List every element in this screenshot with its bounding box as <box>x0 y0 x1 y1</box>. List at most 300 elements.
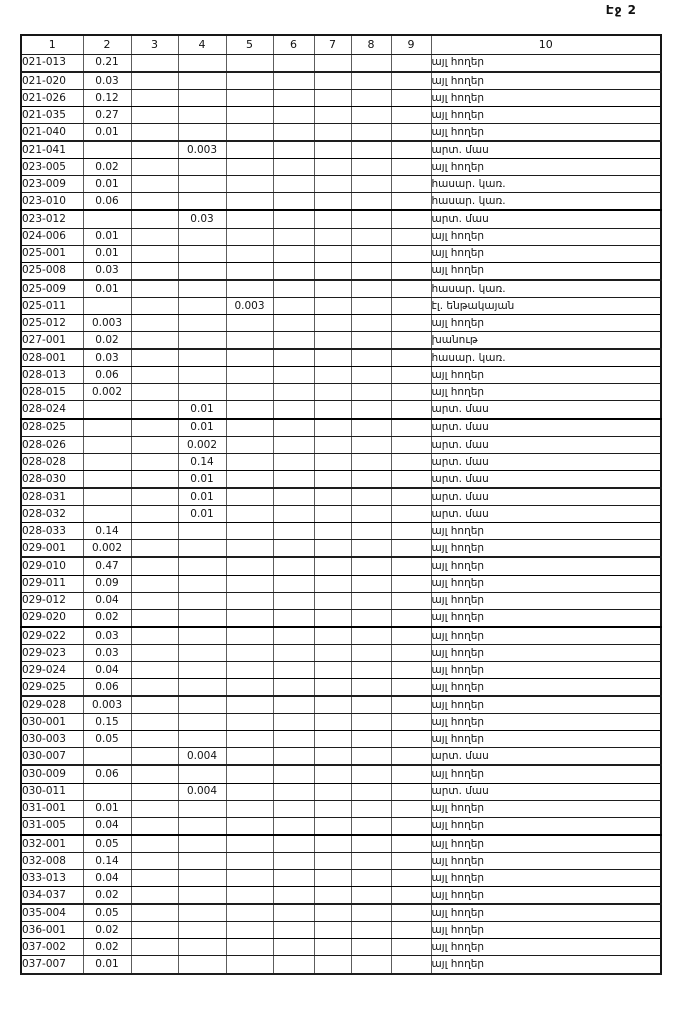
value-cell-col5 <box>226 384 273 401</box>
value-cell-col8 <box>351 193 391 211</box>
table-row <box>21 696 661 714</box>
land-type-cell: այլ հողեր <box>431 609 661 627</box>
parcel-code-cell: 029-023 <box>21 644 83 661</box>
value-cell-col8 <box>351 384 391 401</box>
value-cell-col9 <box>391 298 431 315</box>
value-cell-col3 <box>131 245 178 262</box>
table-row <box>21 800 661 817</box>
value-cell-col3 <box>131 332 178 350</box>
value-cell-col3 <box>131 384 178 401</box>
value-cell-col8 <box>351 661 391 678</box>
parcel-code-cell: 028-001 <box>21 349 83 367</box>
value-cell-col5 <box>226 609 273 627</box>
parcel-code-cell: 032-008 <box>21 853 83 870</box>
land-type-cell: այլ հողեր <box>431 678 661 696</box>
value-cell-col4 <box>178 54 226 72</box>
value-cell-col6 <box>273 315 314 332</box>
parcel-code-cell: 031-005 <box>21 817 83 835</box>
land-type-cell: այլ հողեր <box>431 123 661 141</box>
value-cell-col6 <box>273 523 314 540</box>
value-cell-col7 <box>314 870 351 887</box>
value-cell-col9 <box>391 401 431 419</box>
table-row <box>21 332 661 350</box>
value-cell-col6 <box>273 557 314 575</box>
land-type-cell: արտ. մաս <box>431 436 661 453</box>
value-cell-col3 <box>131 349 178 367</box>
value-cell-col2: 0.06 <box>83 193 131 211</box>
value-cell-col4: 0.004 <box>178 783 226 800</box>
value-cell-col8 <box>351 853 391 870</box>
value-cell-col8 <box>351 298 391 315</box>
value-cell-col4 <box>178 609 226 627</box>
value-cell-col5 <box>226 72 273 90</box>
value-cell-col5 <box>226 870 273 887</box>
parcel-code-cell: 027-001 <box>21 332 83 350</box>
value-cell-col7 <box>314 54 351 72</box>
value-cell-col5 <box>226 661 273 678</box>
value-cell-col6 <box>273 609 314 627</box>
value-cell-col3 <box>131 401 178 419</box>
table-row <box>21 523 661 540</box>
value-cell-col5 <box>226 748 273 766</box>
value-cell-col5 <box>226 262 273 280</box>
page-number-label: Էջ 2 <box>605 3 637 17</box>
value-cell-col5 <box>226 419 273 437</box>
value-cell-col8 <box>351 419 391 437</box>
value-cell-col8 <box>351 800 391 817</box>
column-header-9: 9 <box>391 35 431 54</box>
value-cell-col3 <box>131 523 178 540</box>
value-cell-col7 <box>314 401 351 419</box>
land-type-cell: արտ. մաս <box>431 783 661 800</box>
value-cell-col6 <box>273 644 314 661</box>
value-cell-col6 <box>273 367 314 384</box>
value-cell-col2: 0.04 <box>83 661 131 678</box>
value-cell-col4 <box>178 661 226 678</box>
land-type-cell: այլ հողեր <box>431 228 661 245</box>
value-cell-col3 <box>131 123 178 141</box>
value-cell-col4 <box>178 904 226 922</box>
value-cell-col8 <box>351 835 391 853</box>
value-cell-col8 <box>351 523 391 540</box>
value-cell-col9 <box>391 887 431 905</box>
value-cell-col7 <box>314 419 351 437</box>
value-cell-col7 <box>314 575 351 592</box>
value-cell-col9 <box>391 453 431 470</box>
value-cell-col6 <box>273 678 314 696</box>
value-cell-col2: 0.02 <box>83 922 131 939</box>
value-cell-col8 <box>351 939 391 956</box>
value-cell-col8 <box>351 575 391 592</box>
value-cell-col7 <box>314 210 351 228</box>
value-cell-col9 <box>391 506 431 523</box>
land-type-cell: այլ հողեր <box>431 887 661 905</box>
value-cell-col7 <box>314 193 351 211</box>
value-cell-col6 <box>273 298 314 315</box>
value-cell-col9 <box>391 644 431 661</box>
value-cell-col9 <box>391 332 431 350</box>
parcel-code-cell: 029-010 <box>21 557 83 575</box>
parcel-code-cell: 028-031 <box>21 488 83 506</box>
land-type-cell: այլ հողեր <box>431 159 661 176</box>
column-header-4: 4 <box>178 35 226 54</box>
value-cell-col6 <box>273 453 314 470</box>
value-cell-col2: 0.04 <box>83 870 131 887</box>
value-cell-col2: 0.04 <box>83 592 131 609</box>
parcel-code-cell: 034-037 <box>21 887 83 905</box>
table-row <box>21 817 661 835</box>
land-type-cell: այլ հողեր <box>431 54 661 72</box>
value-cell-col6 <box>273 904 314 922</box>
value-cell-col6 <box>273 54 314 72</box>
value-cell-col7 <box>314 349 351 367</box>
land-type-cell: այլ հողեր <box>431 575 661 592</box>
value-cell-col8 <box>351 488 391 506</box>
land-type-cell: հասար. կառ. <box>431 176 661 193</box>
value-cell-col6 <box>273 72 314 90</box>
value-cell-col2: 0.09 <box>83 575 131 592</box>
value-cell-col3 <box>131 835 178 853</box>
value-cell-col3 <box>131 644 178 661</box>
value-cell-col9 <box>391 661 431 678</box>
table-row <box>21 453 661 470</box>
value-cell-col6 <box>273 939 314 956</box>
value-cell-col5 <box>226 141 273 159</box>
value-cell-col3 <box>131 627 178 645</box>
value-cell-col5 <box>226 89 273 106</box>
parcel-code-cell: 028-030 <box>21 470 83 488</box>
parcel-code-cell: 028-024 <box>21 401 83 419</box>
value-cell-col7 <box>314 939 351 956</box>
value-cell-col6 <box>273 627 314 645</box>
table-row <box>21 678 661 696</box>
land-type-cell: այլ հողեր <box>431 800 661 817</box>
value-cell-col5 <box>226 315 273 332</box>
value-cell-col6 <box>273 575 314 592</box>
value-cell-col3 <box>131 436 178 453</box>
column-header-10: 10 <box>431 35 661 54</box>
value-cell-col2: 0.02 <box>83 887 131 905</box>
value-cell-col9 <box>391 523 431 540</box>
value-cell-col7 <box>314 106 351 123</box>
value-cell-col9 <box>391 765 431 783</box>
value-cell-col5 <box>226 922 273 939</box>
value-cell-col6 <box>273 783 314 800</box>
value-cell-col2: 0.02 <box>83 939 131 956</box>
value-cell-col5 <box>226 575 273 592</box>
value-cell-col9 <box>391 349 431 367</box>
parcel-code-cell: 032-001 <box>21 835 83 853</box>
value-cell-col3 <box>131 506 178 523</box>
value-cell-col2: 0.01 <box>83 176 131 193</box>
parcel-code-cell: 021-041 <box>21 141 83 159</box>
table-row <box>21 123 661 141</box>
value-cell-col5 <box>226 488 273 506</box>
value-cell-col5 <box>226 904 273 922</box>
value-cell-col7 <box>314 367 351 384</box>
value-cell-col4 <box>178 245 226 262</box>
value-cell-col4 <box>178 523 226 540</box>
table-row <box>21 540 661 558</box>
value-cell-col3 <box>131 453 178 470</box>
value-cell-col4 <box>178 678 226 696</box>
value-cell-col4 <box>178 557 226 575</box>
value-cell-col2: 0.27 <box>83 106 131 123</box>
value-cell-col6 <box>273 262 314 280</box>
value-cell-col9 <box>391 54 431 72</box>
value-cell-col7 <box>314 488 351 506</box>
value-cell-col8 <box>351 956 391 974</box>
value-cell-col3 <box>131 228 178 245</box>
value-cell-col5 <box>226 678 273 696</box>
value-cell-col8 <box>351 540 391 558</box>
value-cell-col5 <box>226 523 273 540</box>
value-cell-col5 <box>226 245 273 262</box>
value-cell-col4 <box>178 315 226 332</box>
parcel-code-cell: 031-001 <box>21 800 83 817</box>
land-type-cell: այլ հողեր <box>431 644 661 661</box>
value-cell-col5 <box>226 592 273 609</box>
value-cell-col2: 0.02 <box>83 332 131 350</box>
value-cell-col2: 0.05 <box>83 904 131 922</box>
parcel-code-cell: 037-007 <box>21 956 83 974</box>
value-cell-col7 <box>314 678 351 696</box>
value-cell-col7 <box>314 731 351 748</box>
table-row <box>21 853 661 870</box>
value-cell-col7 <box>314 436 351 453</box>
value-cell-col7 <box>314 228 351 245</box>
value-cell-col6 <box>273 765 314 783</box>
value-cell-col3 <box>131 557 178 575</box>
value-cell-col3 <box>131 678 178 696</box>
value-cell-col9 <box>391 470 431 488</box>
parcel-code-cell: 030-001 <box>21 714 83 731</box>
value-cell-col8 <box>351 332 391 350</box>
value-cell-col9 <box>391 870 431 887</box>
value-cell-col2 <box>83 210 131 228</box>
value-cell-col5 <box>226 817 273 835</box>
value-cell-col5 <box>226 540 273 558</box>
value-cell-col2 <box>83 141 131 159</box>
value-cell-col7 <box>314 89 351 106</box>
value-cell-col4 <box>178 540 226 558</box>
table-row <box>21 106 661 123</box>
land-type-cell: այլ հողեր <box>431 72 661 90</box>
land-type-cell: այլ հողեր <box>431 853 661 870</box>
value-cell-col5 <box>226 800 273 817</box>
value-cell-col2: 0.01 <box>83 123 131 141</box>
land-type-cell: արտ. մաս <box>431 748 661 766</box>
value-cell-col4 <box>178 835 226 853</box>
land-type-cell: այլ հողեր <box>431 367 661 384</box>
table-row <box>21 765 661 783</box>
value-cell-col4: 0.002 <box>178 436 226 453</box>
value-cell-col5: 0.003 <box>226 298 273 315</box>
value-cell-col8 <box>351 367 391 384</box>
value-cell-col7 <box>314 298 351 315</box>
table-row <box>21 401 661 419</box>
value-cell-col6 <box>273 141 314 159</box>
value-cell-col6 <box>273 853 314 870</box>
value-cell-col8 <box>351 453 391 470</box>
value-cell-col6 <box>273 887 314 905</box>
value-cell-col8 <box>351 887 391 905</box>
value-cell-col9 <box>391 106 431 123</box>
parcel-code-cell: 036-001 <box>21 922 83 939</box>
parcel-code-cell: 030-003 <box>21 731 83 748</box>
value-cell-col5 <box>226 210 273 228</box>
value-cell-col6 <box>273 332 314 350</box>
value-cell-col7 <box>314 627 351 645</box>
value-cell-col3 <box>131 280 178 298</box>
table-row <box>21 54 661 72</box>
value-cell-col2: 0.01 <box>83 800 131 817</box>
value-cell-col7 <box>314 141 351 159</box>
value-cell-col5 <box>226 470 273 488</box>
value-cell-col9 <box>391 280 431 298</box>
value-cell-col4 <box>178 696 226 714</box>
value-cell-col8 <box>351 123 391 141</box>
value-cell-col6 <box>273 89 314 106</box>
value-cell-col6 <box>273 106 314 123</box>
parcel-code-cell: 028-028 <box>21 453 83 470</box>
value-cell-col7 <box>314 644 351 661</box>
value-cell-col8 <box>351 280 391 298</box>
value-cell-col3 <box>131 193 178 211</box>
parcel-code-cell: 029-024 <box>21 661 83 678</box>
value-cell-col9 <box>391 817 431 835</box>
value-cell-col6 <box>273 210 314 228</box>
value-cell-col9 <box>391 89 431 106</box>
value-cell-col3 <box>131 853 178 870</box>
value-cell-col4: 0.03 <box>178 210 226 228</box>
value-cell-col4 <box>178 765 226 783</box>
parcel-code-cell: 021-020 <box>21 72 83 90</box>
value-cell-col8 <box>351 714 391 731</box>
table-row <box>21 384 661 401</box>
table-row <box>21 627 661 645</box>
value-cell-col6 <box>273 661 314 678</box>
table-row <box>21 315 661 332</box>
value-cell-col4 <box>178 384 226 401</box>
value-cell-col9 <box>391 783 431 800</box>
parcel-code-cell: 025-001 <box>21 245 83 262</box>
value-cell-col2 <box>83 419 131 437</box>
value-cell-col7 <box>314 783 351 800</box>
land-type-cell: արտ. մաս <box>431 470 661 488</box>
value-cell-col5 <box>226 644 273 661</box>
column-header-1: 1 <box>21 35 83 54</box>
parcel-code-cell: 029-025 <box>21 678 83 696</box>
value-cell-col7 <box>314 470 351 488</box>
table-row <box>21 176 661 193</box>
column-header-7: 7 <box>314 35 351 54</box>
land-type-cell: արտ. մաս <box>431 506 661 523</box>
value-cell-col5 <box>226 783 273 800</box>
value-cell-col5 <box>226 853 273 870</box>
land-type-cell: արտ. մաս <box>431 141 661 159</box>
value-cell-col3 <box>131 800 178 817</box>
value-cell-col9 <box>391 922 431 939</box>
table-row <box>21 349 661 367</box>
value-cell-col8 <box>351 506 391 523</box>
value-cell-col3 <box>131 176 178 193</box>
value-cell-col9 <box>391 939 431 956</box>
value-cell-col2: 0.01 <box>83 280 131 298</box>
value-cell-col3 <box>131 367 178 384</box>
value-cell-col6 <box>273 696 314 714</box>
value-cell-col8 <box>351 349 391 367</box>
land-type-cell: արտ. մաս <box>431 453 661 470</box>
value-cell-col9 <box>391 540 431 558</box>
value-cell-col8 <box>351 557 391 575</box>
land-type-cell: այլ հողեր <box>431 627 661 645</box>
value-cell-col9 <box>391 904 431 922</box>
value-cell-col8 <box>351 245 391 262</box>
value-cell-col7 <box>314 384 351 401</box>
value-cell-col6 <box>273 714 314 731</box>
land-type-cell: արտ. մաս <box>431 488 661 506</box>
value-cell-col9 <box>391 609 431 627</box>
value-cell-col2: 0.14 <box>83 853 131 870</box>
value-cell-col5 <box>226 332 273 350</box>
table-row <box>21 714 661 731</box>
value-cell-col5 <box>226 106 273 123</box>
table-row <box>21 904 661 922</box>
value-cell-col4 <box>178 176 226 193</box>
value-cell-col4 <box>178 956 226 974</box>
parcel-code-cell: 023-010 <box>21 193 83 211</box>
value-cell-col5 <box>226 123 273 141</box>
value-cell-col5 <box>226 835 273 853</box>
value-cell-col4 <box>178 870 226 887</box>
value-cell-col2: 0.003 <box>83 315 131 332</box>
value-cell-col2: 0.02 <box>83 609 131 627</box>
value-cell-col2: 0.02 <box>83 159 131 176</box>
parcel-code-cell: 029-011 <box>21 575 83 592</box>
table-body <box>21 54 661 974</box>
value-cell-col7 <box>314 661 351 678</box>
value-cell-col7 <box>314 453 351 470</box>
value-cell-col3 <box>131 141 178 159</box>
value-cell-col8 <box>351 401 391 419</box>
parcel-code-cell: 028-013 <box>21 367 83 384</box>
parcel-code-cell: 021-026 <box>21 89 83 106</box>
value-cell-col2: 0.06 <box>83 367 131 384</box>
value-cell-col3 <box>131 765 178 783</box>
land-type-cell: այլ հողեր <box>431 714 661 731</box>
value-cell-col4 <box>178 800 226 817</box>
value-cell-col2: 0.12 <box>83 89 131 106</box>
value-cell-col4 <box>178 280 226 298</box>
value-cell-col2: 0.03 <box>83 72 131 90</box>
value-cell-col9 <box>391 488 431 506</box>
value-cell-col6 <box>273 245 314 262</box>
land-type-cell: այլ հողեր <box>431 765 661 783</box>
value-cell-col9 <box>391 696 431 714</box>
value-cell-col7 <box>314 800 351 817</box>
value-cell-col7 <box>314 557 351 575</box>
value-cell-col6 <box>273 800 314 817</box>
table-header <box>21 35 661 54</box>
value-cell-col6 <box>273 470 314 488</box>
value-cell-col4 <box>178 159 226 176</box>
parcel-code-cell: 021-035 <box>21 106 83 123</box>
value-cell-col4: 0.01 <box>178 401 226 419</box>
value-cell-col8 <box>351 54 391 72</box>
value-cell-col4 <box>178 193 226 211</box>
value-cell-col9 <box>391 176 431 193</box>
